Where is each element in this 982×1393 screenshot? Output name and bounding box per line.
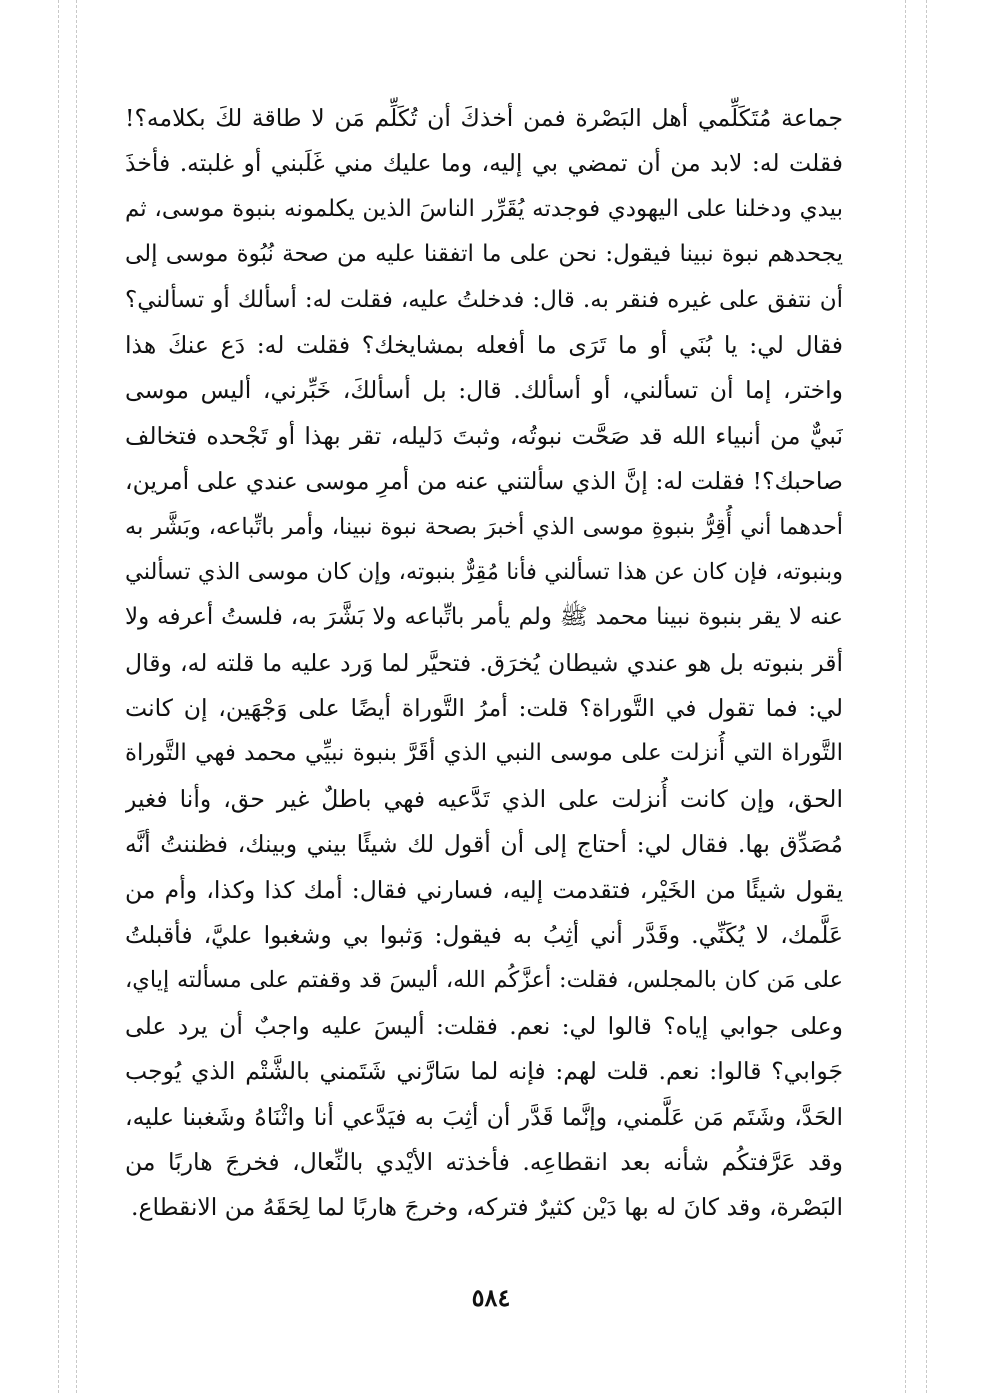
text-line: على مَن كان بالمجلس، فقلت: أعزَّكُم الله، أليسَ قد وقفتم على مسألته إياي، [125,967,843,994]
right-margin-rule-inner [905,0,906,1393]
text-line: مُصَدِّق بها. فقال لي: أحتاج إلى أن أقول لك شيئًا بيني وبينك، فظننتُ أنَّه [125,830,843,859]
text-line: جماعة مُتَكَلِّمي أهل البَصْرة فمن أخذكَ أن تُكَلِّم مَن لا طاقة لكَ بكلامه؟! [125,104,843,132]
text-line: يقول شيئًا من الخَيْر، فتقدمت إليه، فسارني فقال: أمك كذا وكذا، وأم من [125,875,843,904]
page-number: ٥٨٤ [471,1283,511,1312]
text-line: بيدي ودخلنا على اليهودي فوجدته يُقَرِّر الناسَ الذين يكلمونه بنبوة موسى، ثم [125,195,843,222]
left-margin-rule-inner [76,0,77,1393]
text-line: أقر بنبوته بل هو عندي شيطان يُخرَق. فتحيَّر لما وَرد عليه ما قلته له، وقال [125,648,843,677]
text-line: وقد عَرَّفتكُم شأنه بعد انقطاعِه. فأخذته الأيْدي بالنِّعال، فخرجَ هاربًا من [125,1147,843,1176]
text-line: وعلى جوابي إياه؟ قالوا لي: نعم. فقلت: أليسَ عليه واجبٌ أن يرد على [125,1011,843,1040]
text-line: عَلَّمك، لا يُكَنِّي. وقَدَّر أني أثِبُ به فيقول: وَثبوا بي وشغبوا عليَّ، فأقبلتُ [125,921,843,950]
body-text [125,96,843,1231]
text-line: الحَدَّ، وشَتَم مَن عَلَّمني، وإنَّما قَدَّر أن أثِبَ به فيَدَّعي أنا واثْنَاهُ وشَغبنا عليه، [125,1102,843,1131]
text-line: أحدهما أني أُقِرُّ بنبوةِ موسى الذي أخبرَ بصحة نبوة نبينا، وأمر باتِّباعه، وبَشَّر به [125,513,843,540]
text-line: الحق، وإن كانت أُنزلت على الذي تَدَّعيه فهي باطلٌ غير حق، وأنا فغير [125,784,843,813]
text-line: عنه لا يقر بنبوة نبينا محمد ﷺ ولم يأمر باتِّباعه ولا بَشَّرَ به، فلستُ أعرفه ولا [125,604,843,631]
text-line: واختر، إما أن تسألني، أو أسألك. قال: بل أسألكَ، خَبِّرني، أليس موسى [125,376,843,405]
text-line: يجحدهم نبوة نبينا فيقول: نحن على ما اتفقنا عليه من صحة نُبُوة موسى إلى [125,241,843,268]
right-margin-rule [926,0,927,1393]
left-margin-rule [58,0,59,1393]
text-line: صاحبك؟! فقلت له: إنَّ الذي سألتني عنه من أمرِ موسى عندي على أمرين، [125,467,843,496]
text-line: فقال لي: يا بُنَي أو ما تَرَى ما أفعله بمشايخك؟ فقلت له: دَع عنكَ هذا [125,330,843,359]
text-line: جَوابي؟ قالوا: نعم. قلت لهم: فإنه لما سَارَّني شَتَمني بالشَّتْم الذي يُوجب [125,1057,843,1086]
text-line: لي: فما تقول في التَّوراة؟ قلت: أمرُ التَّوراة أيضًا على وَجْهَين، إن كانت [125,694,843,723]
text-line: التَّوراة التي أُنزلت على موسى النبي الذي أقَرَّ بنبوة نبيِّي محمد فهي التَّوراة [125,740,843,767]
text-line: وبنبوته، فإن كان عن هذا تسألني فأنا مُقِرٌّ بنبوته، وإن كان موسى الذي تسألني [125,558,843,585]
text-line: البَصْرة، وقد كانَ له بها دَيْن كثيرٌ فتركه، وخرجَ هاربًا لما لِحَقَهُ من الانقطاع. [131,1193,843,1222]
text-line: أن نتفق على غيره فنقر به. قال: فدخلتُ عليه، فقلت له: أسألك أو تسألني؟ [125,286,843,313]
text-line: فقلت له: لابد من أن تمضي بي إليه، وما عليك مني غَلَبني أو غلبته. فأخذَ [125,149,843,178]
text-line: نَبيٌّ من أنبياء الله قد صَحَّت نبوتُه، وثبتَ دَليله، تقر بهذا أو تَجْحده فتخالف [125,421,843,450]
